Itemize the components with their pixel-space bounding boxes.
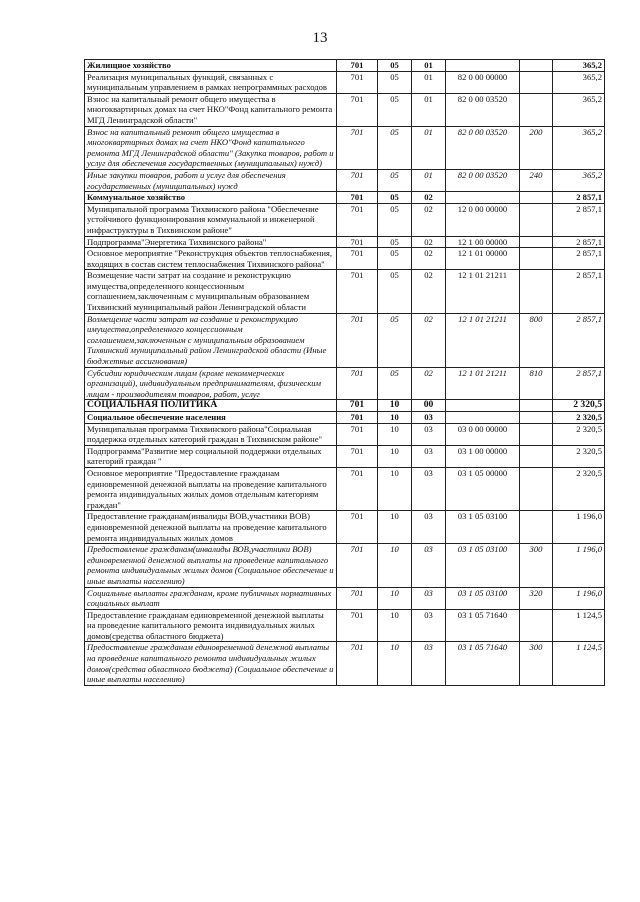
row-grbs-code: 701	[337, 270, 378, 313]
row-expense-type	[520, 236, 553, 248]
row-subsection-code: 01	[412, 126, 446, 169]
row-section-code: 05	[378, 169, 412, 191]
row-subsection-code: 03	[412, 511, 446, 544]
table-row	[85, 367, 605, 400]
table-row	[85, 587, 605, 609]
row-amount: 365,2	[553, 126, 605, 169]
table-row	[85, 642, 605, 685]
table-row	[85, 609, 605, 642]
row-name: Реализация муниципальных функций, связанных с муниципальным управлением в рамках непрограммных расходов	[85, 71, 337, 93]
row-expense-type	[520, 248, 553, 270]
row-expense-type: 320	[520, 587, 553, 609]
row-section-code: 05	[378, 367, 412, 400]
row-target-article: 03 1 05 03100	[446, 587, 520, 609]
row-expense-type: 200	[520, 126, 553, 169]
table-row	[85, 248, 605, 270]
table-row	[85, 169, 605, 191]
row-name: Возмещение части затрат на создание и реконструкцию имущества,определенного концессионным соглашением,заключенным с муниципальным образованием Тихвинский муниципальный район Ленинградской области	[85, 270, 337, 313]
row-expense-type	[520, 412, 553, 424]
row-name: Подпрограмма"Развитие мер социальной поддержки отдельных категорий граждан "	[85, 445, 337, 467]
row-name: Жилищное хозяйство	[85, 60, 337, 72]
row-name: Коммунальное хозяйство	[85, 192, 337, 204]
row-subsection-code: 03	[412, 467, 446, 510]
row-expense-type: 800	[520, 313, 553, 367]
row-grbs-code: 701	[337, 367, 378, 400]
row-subsection-code: 01	[412, 93, 446, 126]
row-section-code: 05	[378, 270, 412, 313]
row-amount: 1 124,5	[553, 642, 605, 685]
row-target-article: 82 0 00 03520	[446, 93, 520, 126]
table-row	[85, 203, 605, 236]
row-subsection-code: 02	[412, 367, 446, 400]
row-amount: 2 320,5	[553, 467, 605, 510]
row-amount: 2 857,1	[553, 367, 605, 400]
row-grbs-code: 701	[337, 467, 378, 510]
row-amount: 2 857,1	[553, 203, 605, 236]
row-amount: 365,2	[553, 60, 605, 72]
row-expense-type	[520, 270, 553, 313]
row-subsection-code: 02	[412, 248, 446, 270]
row-expense-type	[520, 445, 553, 467]
row-expense-type	[520, 93, 553, 126]
row-subsection-code: 02	[412, 203, 446, 236]
table-row	[85, 126, 605, 169]
row-target-article: 82 0 00 00000	[446, 71, 520, 93]
row-expense-type: 810	[520, 367, 553, 400]
row-subsection-code: 03	[412, 587, 446, 609]
row-name: Предоставление гражданам(инвалиды ВОВ,участники ВОВ) единовременной денежной выплаты на проведение капитального ремонта индивидуальных жилых домов (Социальное обеспечение и иные выплаты населению)	[85, 544, 337, 587]
row-name: Предоставление гражданам(инвалиды ВОВ,участники ВОВ) единовременной денежной выплаты на проведение капитального ремонта индивидуальных жилых домов	[85, 511, 337, 544]
row-section-code: 05	[378, 192, 412, 204]
row-name: Субсидии юридическим лицам (кроме некоммерческих организаций), индивидуальным предпринимателям, физическим лицам - производителям товаров, работ, услуг	[85, 367, 337, 400]
row-subsection-code: 03	[412, 445, 446, 467]
row-expense-type	[520, 511, 553, 544]
row-target-article: 03 0 00 00000	[446, 423, 520, 445]
row-expense-type	[520, 467, 553, 510]
row-subsection-code: 02	[412, 236, 446, 248]
budget-table-body	[85, 60, 605, 686]
row-name: Основное мероприятие "Реконструкция объектов теплоснабжения, входящих в состав систем теплоснабжения Тихвинского района"	[85, 248, 337, 270]
table-row	[85, 71, 605, 93]
row-grbs-code: 701	[337, 60, 378, 72]
row-name: Социальное обеспечение населения	[85, 412, 337, 424]
table-row	[85, 60, 605, 72]
row-subsection-code: 03	[412, 412, 446, 424]
row-section-code: 10	[378, 467, 412, 510]
row-grbs-code: 701	[337, 587, 378, 609]
row-section-code: 10	[378, 445, 412, 467]
row-expense-type	[520, 192, 553, 204]
row-subsection-code: 01	[412, 60, 446, 72]
row-grbs-code: 701	[337, 236, 378, 248]
table-row	[85, 423, 605, 445]
row-amount: 365,2	[553, 169, 605, 191]
row-target-article: 12 1 00 00000	[446, 236, 520, 248]
row-section-code: 10	[378, 511, 412, 544]
row-subsection-code: 01	[412, 71, 446, 93]
row-grbs-code: 701	[337, 511, 378, 544]
row-expense-type: 300	[520, 544, 553, 587]
table-row	[85, 400, 605, 412]
row-section-code: 05	[378, 60, 412, 72]
table-row	[85, 467, 605, 510]
row-expense-type	[520, 609, 553, 642]
row-target-article: 12 1 01 21211	[446, 313, 520, 367]
row-target-article: 03 1 05 71640	[446, 609, 520, 642]
row-target-article	[446, 400, 520, 412]
budget-table	[84, 59, 605, 686]
row-subsection-code: 01	[412, 169, 446, 191]
row-grbs-code: 701	[337, 192, 378, 204]
row-amount: 1 196,0	[553, 511, 605, 544]
row-grbs-code: 701	[337, 203, 378, 236]
row-section-code: 05	[378, 93, 412, 126]
row-section-code: 05	[378, 71, 412, 93]
row-amount: 2 857,1	[553, 192, 605, 204]
row-grbs-code: 701	[337, 544, 378, 587]
row-name: Основное мероприятие "Предоставление гражданам единовременной денежной выплаты на проведение капитального ремонта индивидуальных жилых домов отдельным категориям граждан"	[85, 467, 337, 510]
row-grbs-code: 701	[337, 71, 378, 93]
row-section-code: 10	[378, 587, 412, 609]
row-target-article: 82 0 00 03520	[446, 169, 520, 191]
row-section-code: 05	[378, 126, 412, 169]
row-name: Иные закупки товаров, работ и услуг для обеспечения государственных (муниципальных) нужд	[85, 169, 337, 191]
row-subsection-code: 02	[412, 192, 446, 204]
table-row	[85, 313, 605, 367]
row-expense-type	[520, 60, 553, 72]
row-amount: 2 857,1	[553, 313, 605, 367]
row-subsection-code: 02	[412, 313, 446, 367]
row-section-code: 05	[378, 248, 412, 270]
table-row	[85, 445, 605, 467]
row-subsection-code: 03	[412, 642, 446, 685]
row-grbs-code: 701	[337, 445, 378, 467]
row-target-article: 12 1 01 21211	[446, 367, 520, 400]
row-name: Муниципальной программа Тихвинского района "Обеспечение устойчивого функционирования коммунальной и инженерной инфраструктуры в Тихвинском районе"	[85, 203, 337, 236]
table-row	[85, 93, 605, 126]
row-grbs-code: 701	[337, 609, 378, 642]
row-amount: 2 320,5	[553, 400, 605, 412]
row-target-article: 12 0 00 00000	[446, 203, 520, 236]
row-amount: 2 320,5	[553, 423, 605, 445]
page-number: 13	[312, 30, 328, 46]
row-amount: 1 124,5	[553, 609, 605, 642]
row-target-article: 03 1 05 71640	[446, 642, 520, 685]
row-target-article	[446, 60, 520, 72]
row-amount: 365,2	[553, 71, 605, 93]
table-row	[85, 192, 605, 204]
row-grbs-code: 701	[337, 126, 378, 169]
row-section-code: 10	[378, 544, 412, 587]
row-subsection-code: 03	[412, 423, 446, 445]
row-section-code: 10	[378, 609, 412, 642]
row-amount: 2 857,1	[553, 248, 605, 270]
row-section-code: 10	[378, 412, 412, 424]
row-name: Подпрограмма"Энергетика Тихвинского района"	[85, 236, 337, 248]
row-section-code: 05	[378, 236, 412, 248]
row-name: Взнос на капитальный ремонт общего имущества в многоквартирных домах на счет НКО"Фонд капитального ремонта МГД Ленинградской области" (Закупка товаров, работ и услуг для обеспечения государственных (муниципальных) нужд)	[85, 126, 337, 169]
row-subsection-code: 00	[412, 400, 446, 412]
row-amount: 2 857,1	[553, 270, 605, 313]
row-target-article: 12 1 01 21211	[446, 270, 520, 313]
row-name: СОЦИАЛЬНАЯ ПОЛИТИКА	[85, 400, 337, 412]
table-row	[85, 412, 605, 424]
row-grbs-code: 701	[337, 400, 378, 412]
row-grbs-code: 701	[337, 313, 378, 367]
row-grbs-code: 701	[337, 248, 378, 270]
row-expense-type	[520, 400, 553, 412]
row-target-article: 03 1 05 03100	[446, 511, 520, 544]
row-section-code: 10	[378, 642, 412, 685]
row-section-code: 05	[378, 313, 412, 367]
row-expense-type	[520, 423, 553, 445]
row-name: Муниципальная программа Тихвинского района"Социальная поддержка отдельных категорий граждан в Тихвинском районе"	[85, 423, 337, 445]
table-row	[85, 511, 605, 544]
row-amount: 1 196,0	[553, 587, 605, 609]
row-grbs-code: 701	[337, 412, 378, 424]
row-grbs-code: 701	[337, 423, 378, 445]
row-target-article: 03 1 00 00000	[446, 445, 520, 467]
table-row	[85, 544, 605, 587]
row-subsection-code: 03	[412, 544, 446, 587]
row-amount: 365,2	[553, 93, 605, 126]
row-expense-type	[520, 203, 553, 236]
row-subsection-code: 02	[412, 270, 446, 313]
row-section-code: 10	[378, 400, 412, 412]
row-expense-type	[520, 71, 553, 93]
row-name: Предоставление гражданам единовременной денежной выплаты на проведение капитального ремонта индивидуальных жилых домов(средства областного бюджета) (Социальное обеспечение и иные выплаты населению)	[85, 642, 337, 685]
row-grbs-code: 701	[337, 169, 378, 191]
row-amount: 1 196,0	[553, 544, 605, 587]
row-section-code: 05	[378, 203, 412, 236]
row-name: Взнос на капитальный ремонт общего имущества в многоквартирных домах на счет НКО"Фонд капитального ремонта МГД Ленинградской области"	[85, 93, 337, 126]
row-target-article	[446, 192, 520, 204]
table-row	[85, 270, 605, 313]
row-amount: 2 320,5	[553, 412, 605, 424]
row-grbs-code: 701	[337, 93, 378, 126]
row-target-article: 82 0 00 03520	[446, 126, 520, 169]
row-amount: 2 320,5	[553, 445, 605, 467]
table-row	[85, 236, 605, 248]
row-name: Возмещение части затрат на создание и реконструкцию имущества,определенного концессионным соглашением,заключенным с муниципальным образованием Тихвинский муниципальный район Ленинградской области (Иные бюджетные ассигнования)	[85, 313, 337, 367]
row-name: Предоставление гражданам единовременной денежной выплаты на проведение капитального ремонта индивидуальных жилых домов(средства областного бюджета)	[85, 609, 337, 642]
row-expense-type: 300	[520, 642, 553, 685]
row-amount: 2 857,1	[553, 236, 605, 248]
row-expense-type: 240	[520, 169, 553, 191]
row-target-article	[446, 412, 520, 424]
row-subsection-code: 03	[412, 609, 446, 642]
row-grbs-code: 701	[337, 642, 378, 685]
row-section-code: 10	[378, 423, 412, 445]
row-target-article: 03 1 05 03100	[446, 544, 520, 587]
row-target-article: 03 1 05 00000	[446, 467, 520, 510]
row-target-article: 12 1 01 00000	[446, 248, 520, 270]
row-name: Социальные выплаты гражданам, кроме публичных нормативных социальных выплат	[85, 587, 337, 609]
